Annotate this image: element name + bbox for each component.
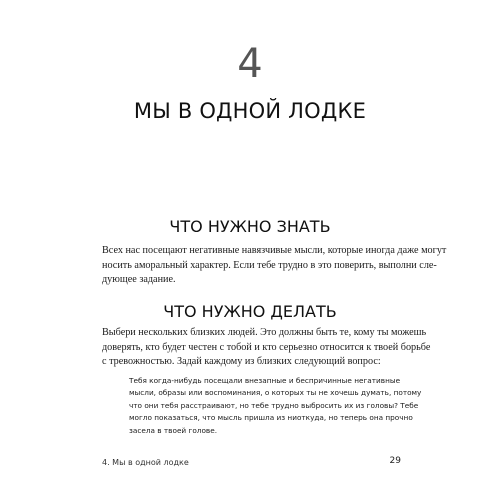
quote-line: что они тебя расстраивают, но тебе трудно выбросить их из головы? Тебе [129,400,419,410]
page-number: 29 [389,456,401,466]
section-heading-do: ЧТО НУЖНО ДЕЛАТЬ [163,302,337,321]
question-quote [129,375,422,437]
chapter-title: МЫ В ОДНОЙ ЛОДКЕ [133,99,367,123]
chapter-number: 4 [237,41,263,87]
paragraph-line: Выбери нескольких близких людей. Это должны быть те, кому ты можешь [102,327,427,338]
paragraph-line: носить аморальный характер. Если тебе трудно в это поверить, выполни сле- [102,259,437,271]
paragraph-line: с тревожностью. Задай каждому из близких следующий вопрос: [102,356,381,368]
quote-line: могло показаться, что мысль пришла из ниоткуда, но теперь она прочно [129,413,413,423]
quote-line: Тебя когда-нибудь посещали внезапные и беспричинные негативные [129,376,401,385]
quote-line: мысли, образы или воспоминания, о которых ты не хочешь думать, потому [129,388,422,398]
paragraph-line: Всех нас посещают негативные навязчивые мысли, которые иногда даже могут [102,245,447,256]
quote-line: засела в твоей голове. [129,425,218,435]
paragraph-know [102,244,447,288]
section-heading-know: ЧТО НУЖНО ЗНАТЬ [169,217,331,236]
running-head: 4. Мы в одной лодке [102,458,189,467]
paragraph-line: доверять, кто будет честен с тобой и кто серьезно относится к твоей борьбе [102,341,431,353]
paragraph-do [102,326,431,370]
paragraph-line: дующее задание. [102,274,176,286]
